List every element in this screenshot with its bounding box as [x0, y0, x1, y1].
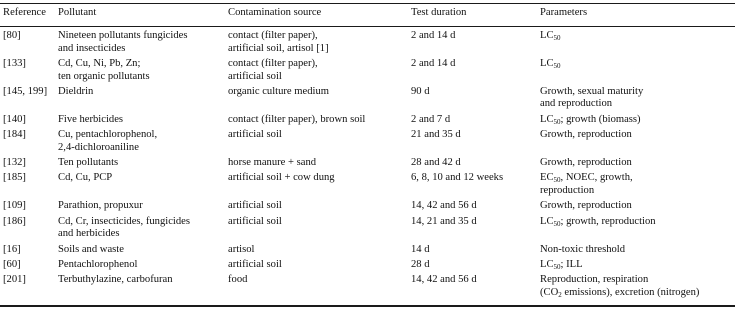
- cell-line: Nineteen pollutants fungicides: [58, 30, 188, 42]
- table-row: [0, 126, 735, 154]
- cell-line: artificial soil: [228, 129, 282, 141]
- cell-parameters: [535, 154, 735, 169]
- cell-line: [540, 172, 735, 184]
- cell-test-duration: [406, 271, 535, 299]
- cell-contamination-source: [223, 169, 406, 197]
- cell-line: 90 d: [411, 86, 430, 98]
- parameter-text: and reproduction: [540, 98, 613, 110]
- cell-line: [540, 86, 735, 98]
- parameter-subscript: 50: [553, 34, 561, 43]
- cell-contamination-source: [223, 213, 406, 241]
- cell-parameters: [535, 241, 735, 256]
- cell-reference: [133]: [3, 58, 26, 70]
- table-row: [0, 55, 735, 83]
- cell-parameters: [535, 83, 735, 111]
- parameter-text: ; growth, reproduction: [560, 215, 656, 227]
- cell-line: [540, 58, 735, 70]
- cell-pollutant: [53, 126, 223, 154]
- cell-pollutant: [53, 83, 223, 111]
- cell-line: food: [228, 274, 248, 286]
- cell-test-duration: [406, 154, 535, 169]
- cell-contamination-source: [223, 25, 406, 55]
- cell-line: [540, 157, 735, 169]
- cell-line: [540, 98, 735, 110]
- cell-parameters: [535, 271, 735, 299]
- cell-pollutant: [53, 213, 223, 241]
- parameter-text: LC: [540, 215, 554, 227]
- parameter-text: ; ILL: [560, 258, 583, 270]
- cell-line: 21 and 35 d: [411, 129, 461, 141]
- cell-contamination-source: [223, 111, 406, 126]
- cell-test-duration: [406, 197, 535, 212]
- cell-parameters: [535, 55, 735, 83]
- cell-line: artificial soil, artisol [1]: [228, 42, 329, 54]
- cell-pollutant: [53, 169, 223, 197]
- cell-line: artisol: [228, 243, 255, 255]
- cell-reference: [145, 199]: [3, 86, 48, 98]
- cell-test-duration: [406, 55, 535, 83]
- cell-line: artificial soil: [228, 215, 282, 227]
- cell-line: contact (filter paper),: [228, 30, 318, 42]
- table-row: [0, 154, 735, 169]
- cell-test-duration: [406, 241, 535, 256]
- table-row: [0, 111, 735, 126]
- cell-reference: [184]: [3, 129, 26, 141]
- cell-line: [540, 30, 735, 42]
- cell-pollutant: [53, 197, 223, 212]
- cell-test-duration: [406, 213, 535, 241]
- cell-parameters: [535, 126, 735, 154]
- cell-line: contact (filter paper), brown soil: [228, 113, 366, 125]
- cell-line: [540, 274, 735, 286]
- cell-test-duration: [406, 126, 535, 154]
- cell-pollutant: [53, 241, 223, 256]
- parameter-text: EC: [540, 172, 554, 184]
- cell-line: [540, 259, 735, 271]
- cell-line: 2 and 14 d: [411, 58, 456, 70]
- cell-line: Dieldrin: [58, 86, 94, 98]
- cell-contamination-source: [223, 256, 406, 271]
- cell-parameters: [535, 111, 735, 126]
- parameter-subscript: 50: [553, 117, 561, 126]
- cell-line: Cd, Cr, insecticides, fungicides: [58, 215, 190, 227]
- cell-line: 2 and 7 d: [411, 113, 451, 125]
- column-header-parameters: Parameters: [540, 7, 588, 18]
- data-table: [0, 5, 735, 299]
- cell-line: Terbuthylazine, carbofuran: [58, 274, 173, 286]
- cell-line: 28 d: [411, 258, 430, 270]
- bottom-rule: [0, 305, 735, 307]
- cell-line: [540, 287, 735, 299]
- table-row: [0, 256, 735, 271]
- cell-test-duration: [406, 111, 535, 126]
- cell-pollutant: [53, 271, 223, 299]
- cell-contamination-source: [223, 241, 406, 256]
- cell-line: Ten pollutants: [58, 157, 119, 169]
- cell-line: Parathion, propuxur: [58, 200, 143, 212]
- parameter-text: Non-toxic threshold: [540, 243, 626, 255]
- cell-line: [540, 114, 735, 126]
- parameter-text: reproduction: [540, 184, 595, 196]
- cell-line: contact (filter paper),: [228, 58, 318, 70]
- cell-reference: [80]: [3, 30, 21, 42]
- table-row: [0, 213, 735, 241]
- parameter-text: Growth, reproduction: [540, 200, 632, 212]
- cell-contamination-source: [223, 197, 406, 212]
- cell-pollutant: [53, 25, 223, 55]
- cell-line: 6, 8, 10 and 12 weeks: [411, 172, 504, 184]
- cell-test-duration: [406, 256, 535, 271]
- cell-reference: [16]: [3, 243, 21, 255]
- cell-reference: [185]: [3, 172, 26, 184]
- parameter-subscript: 2: [558, 290, 562, 299]
- cell-line: artificial soil: [228, 258, 282, 270]
- table-row: [0, 271, 735, 299]
- cell-parameters: [535, 197, 735, 212]
- cell-pollutant: [53, 256, 223, 271]
- column-header-pollutant: Pollutant: [58, 7, 97, 18]
- cell-line: Soils and waste: [58, 243, 124, 255]
- cell-reference: [132]: [3, 157, 26, 169]
- table-row: [0, 241, 735, 256]
- cell-contamination-source: [223, 83, 406, 111]
- parameter-text: Growth, sexual maturity: [540, 86, 644, 98]
- parameter-text: emissions), excretion (nitrogen): [561, 286, 700, 298]
- table-row: [0, 169, 735, 197]
- cell-line: and herbicides: [58, 228, 120, 240]
- cell-line: ten organic pollutants: [58, 70, 150, 82]
- cell-parameters: [535, 213, 735, 241]
- parameter-subscript: 50: [553, 219, 561, 228]
- column-header-contamination-source: Contamination source: [228, 7, 322, 18]
- cell-line: 14, 42 and 56 d: [411, 274, 477, 286]
- parameter-subscript: 50: [553, 176, 561, 185]
- parameter-text: Growth, reproduction: [540, 157, 632, 169]
- parameter-text: ; growth (biomass): [560, 113, 641, 125]
- parameter-text: LC: [540, 113, 554, 125]
- cell-line: 2,4-dichloroaniline: [58, 141, 139, 153]
- cell-line: [540, 185, 735, 197]
- cell-reference: [60]: [3, 258, 21, 270]
- cell-line: Cu, pentachlorophenol,: [58, 129, 158, 141]
- cell-reference: [109]: [3, 200, 26, 212]
- parameter-text: LC: [540, 58, 554, 70]
- top-rule: [0, 3, 735, 4]
- table-row: [0, 197, 735, 212]
- cell-line: Cd, Cu, PCP: [58, 172, 113, 184]
- table-row: [0, 83, 735, 111]
- cell-parameters: [535, 169, 735, 197]
- parameter-text: (CO: [540, 286, 559, 298]
- cell-line: and insecticides: [58, 42, 126, 54]
- cell-contamination-source: [223, 55, 406, 83]
- parameter-text: LC: [540, 258, 554, 270]
- column-header-reference: Reference: [3, 7, 46, 18]
- cell-line: artificial soil: [228, 70, 282, 82]
- parameter-subscript: 50: [553, 62, 561, 71]
- cell-pollutant: [53, 154, 223, 169]
- cell-pollutant: [53, 55, 223, 83]
- cell-test-duration: [406, 169, 535, 197]
- cell-line: Pentachlorophenol: [58, 258, 138, 270]
- parameter-text: Reproduction, respiration: [540, 274, 649, 286]
- cell-line: horse manure + sand: [228, 157, 317, 169]
- header-row: [0, 5, 735, 25]
- cell-line: 28 and 42 d: [411, 157, 461, 169]
- cell-pollutant: [53, 111, 223, 126]
- parameter-subscript: 50: [553, 262, 561, 271]
- cell-reference: [201]: [3, 274, 26, 286]
- cell-contamination-source: [223, 126, 406, 154]
- parameter-text: Growth, reproduction: [540, 129, 632, 141]
- cell-line: artificial soil: [228, 200, 282, 212]
- cell-line: [540, 216, 735, 228]
- cell-line: 14, 42 and 56 d: [411, 200, 477, 212]
- cell-contamination-source: [223, 271, 406, 299]
- cell-reference: [140]: [3, 113, 26, 125]
- cell-line: 14, 21 and 35 d: [411, 215, 477, 227]
- column-header-test-duration: Test duration: [411, 7, 467, 18]
- cell-line: Five herbicides: [58, 113, 124, 125]
- cell-line: [540, 129, 735, 141]
- cell-line: organic culture medium: [228, 86, 330, 98]
- table-body: [0, 25, 735, 299]
- cell-line: 2 and 14 d: [411, 30, 456, 42]
- cell-contamination-source: [223, 154, 406, 169]
- cell-parameters: [535, 256, 735, 271]
- cell-line: artificial soil + cow dung: [228, 172, 335, 184]
- cell-test-duration: [406, 83, 535, 111]
- cell-line: Cd, Cu, Ni, Pb, Zn;: [58, 58, 141, 70]
- table-row: [0, 25, 735, 55]
- cell-line: 14 d: [411, 243, 430, 255]
- cell-line: [540, 200, 735, 212]
- cell-line: [540, 244, 735, 256]
- parameter-text: , NOEC, growth,: [560, 172, 633, 184]
- cell-test-duration: [406, 25, 535, 55]
- cell-parameters: [535, 25, 735, 55]
- parameter-text: LC: [540, 30, 554, 42]
- cell-reference: [186]: [3, 215, 26, 227]
